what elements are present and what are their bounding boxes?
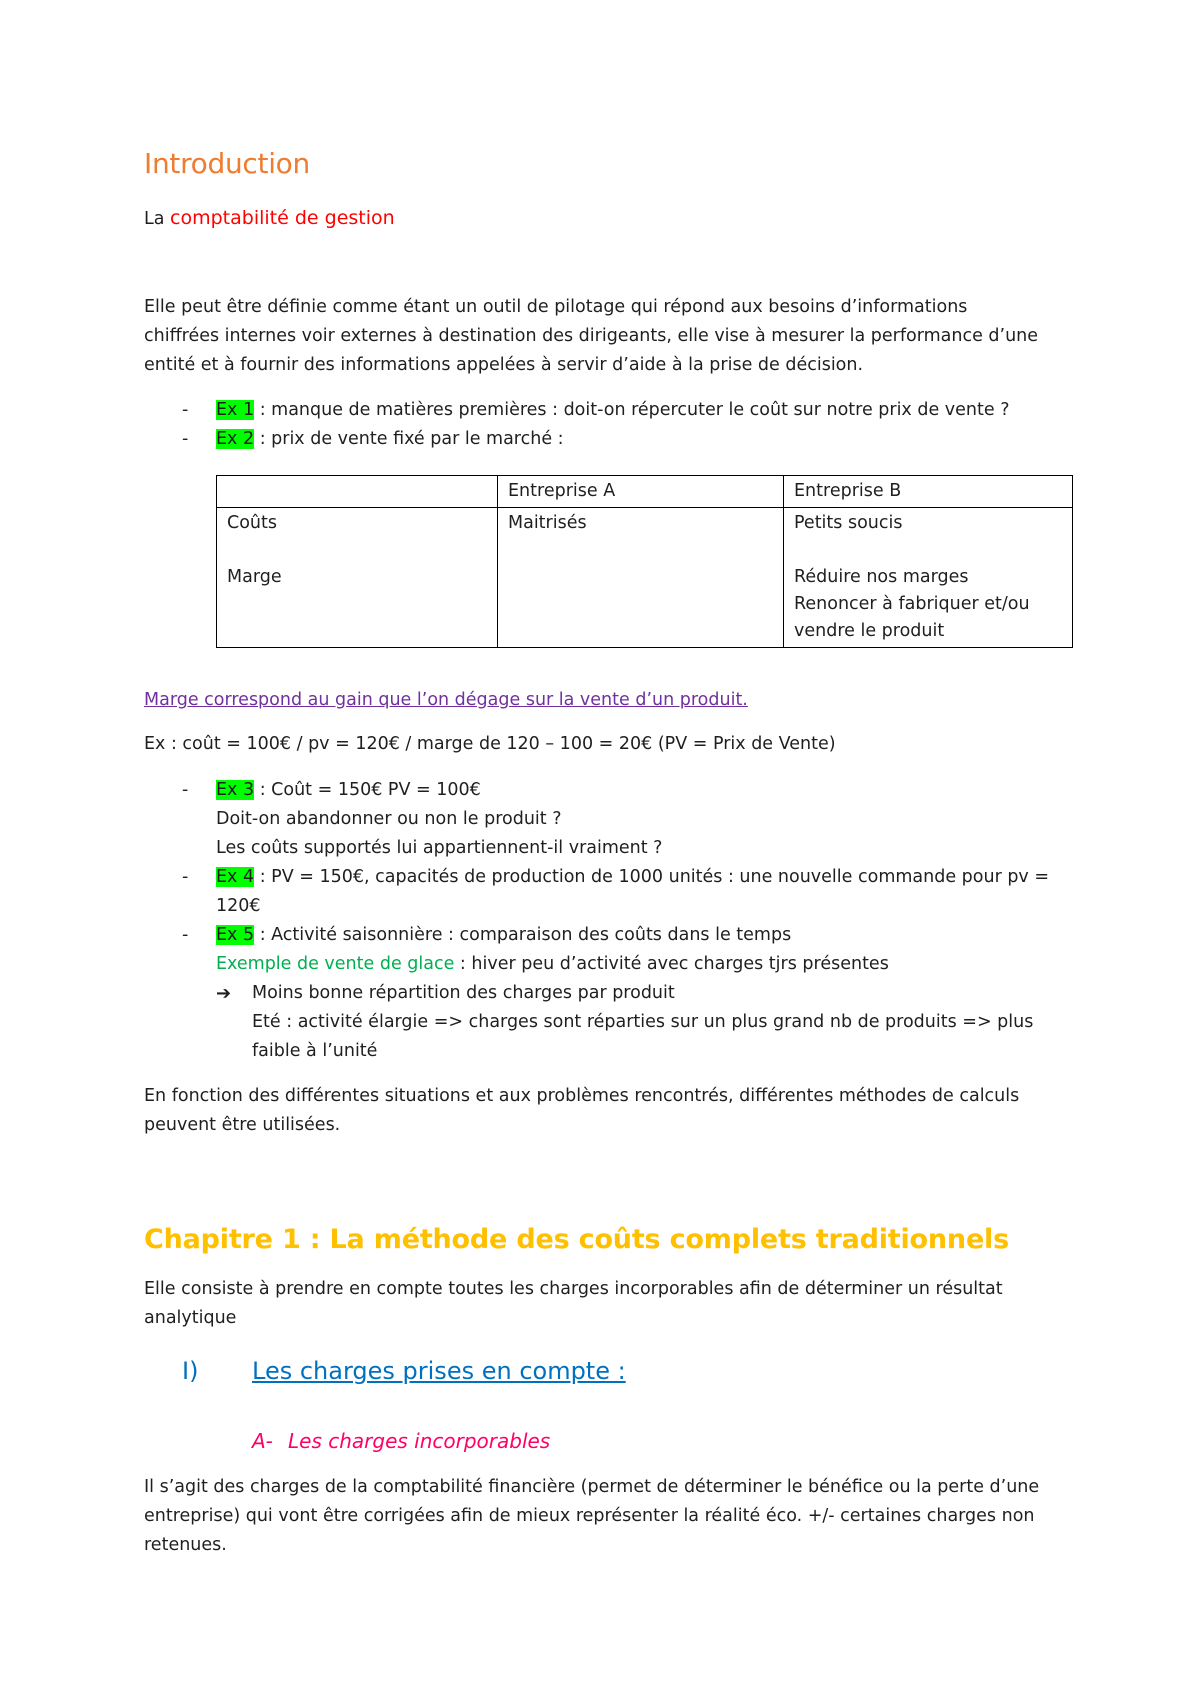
cell-line: Petits soucis xyxy=(794,513,903,533)
ex5-item xyxy=(216,925,791,945)
arrow-line-2: Eté : activité élargie => charges sont réparties sur un plus grand nb de produits => plus xyxy=(252,1012,1034,1032)
table-header-cell xyxy=(217,476,498,508)
cell-line: vendre le produit xyxy=(794,621,945,641)
table-header-cell: Entreprise B xyxy=(784,476,1073,508)
bullet-dash: - xyxy=(182,867,189,887)
ex5-label: Ex 5 xyxy=(216,925,255,945)
intro-line-1: Elle peut être définie comme étant un outil de pilotage qui répond aux besoins d’informations xyxy=(144,297,968,317)
table-cell xyxy=(784,508,1073,648)
subsection-title: Les charges incorporables xyxy=(288,1429,551,1453)
ex5-text: : Activité saisonnière : comparaison des coûts dans le temps xyxy=(254,925,792,945)
ex5-line-2 xyxy=(216,954,889,974)
cell-line: Maitrisés xyxy=(508,513,587,533)
arrow-line-3: faible à l’unité xyxy=(252,1041,378,1061)
ex2-label: Ex 2 xyxy=(216,429,255,449)
body-line-2: entreprise) qui vont être corrigées afin de mieux représenter la réalité éco. +/- certaines charges non xyxy=(144,1506,1035,1526)
ex3-line-3: Les coûts supportés lui appartiennent-il vraiment ? xyxy=(216,838,663,858)
ex3-text: : Coût = 150€ PV = 100€ xyxy=(254,780,481,800)
arrow-right-icon: ➔ xyxy=(216,983,232,1004)
ex3-item xyxy=(216,780,481,800)
table-row xyxy=(217,508,1073,648)
intro-subtitle xyxy=(144,207,395,229)
ex1-label: Ex 1 xyxy=(216,400,255,420)
marge-definition: Marge correspond au gain que l’on dégage sur la vente d’un produit. xyxy=(144,690,748,710)
ex4-line-2: 120€ xyxy=(216,896,261,916)
bullet-dash: - xyxy=(182,400,189,420)
conclusion-line-2: peuvent être utilisées. xyxy=(144,1115,341,1135)
ex4-label: Ex 4 xyxy=(216,867,255,887)
table-cell xyxy=(217,508,498,648)
bullet-dash: - xyxy=(182,429,189,449)
subtitle-term: comptabilité de gestion xyxy=(170,207,395,229)
ex1-item xyxy=(216,400,1010,420)
intro-line-2: chiffrées internes voir externes à destination des dirigeants, elle vise à mesurer la performance d’une xyxy=(144,326,1039,346)
table-header-row xyxy=(217,476,1073,508)
cell-line: Réduire nos marges xyxy=(794,567,969,587)
chapter-title: Chapitre 1 : La méthode des coûts complets traditionnels xyxy=(144,1224,1009,1255)
ex2-item xyxy=(216,429,564,449)
ex5-rest-text: : hiver peu d’activité avec charges tjrs présentes xyxy=(454,954,889,974)
marge-example: Ex : coût = 100€ / pv = 120€ / marge de 120 – 100 = 20€ (PV = Prix de Vente) xyxy=(144,734,836,754)
cell-line: Coûts xyxy=(227,513,277,533)
cell-line: Renoncer à fabriquer et/ou xyxy=(794,594,1030,614)
intro-line-3: entité et à fournir des informations appelées à servir d’aide à la prise de décision. xyxy=(144,355,864,375)
ex1-text: : manque de matières premières : doit-on répercuter le coût sur notre prix de vente ? xyxy=(254,400,1010,420)
arrow-line-1: Moins bonne répartition des charges par produit xyxy=(252,983,675,1003)
body-line-1: Il s’agit des charges de la comptabilité financière (permet de déterminer le bénéfice ou la perte d’une xyxy=(144,1477,1040,1497)
ex3-label: Ex 3 xyxy=(216,780,255,800)
body-line-3: retenues. xyxy=(144,1535,227,1555)
ex3-line-2: Doit-on abandonner ou non le produit ? xyxy=(216,809,562,829)
cell-line: Marge xyxy=(227,567,282,587)
subtitle-prefix: La xyxy=(144,209,171,229)
section-title xyxy=(252,1357,626,1385)
subsection-letter: A- xyxy=(252,1429,273,1453)
section-number: I) xyxy=(182,1357,199,1385)
cell-spacer xyxy=(227,537,487,564)
bullet-dash: - xyxy=(182,780,189,800)
conclusion-line-1: En fonction des différentes situations et aux problèmes rencontrés, différentes méthodes de calculs xyxy=(144,1086,1020,1106)
intro-heading: Introduction xyxy=(144,147,310,180)
ex2-text: : prix de vente fixé par le marché : xyxy=(254,429,564,449)
ex5-green-text: Exemple de vente de glace xyxy=(216,954,455,974)
comparison-table xyxy=(216,475,1073,648)
chapter-intro-line-2: analytique xyxy=(144,1308,237,1328)
ex4-item xyxy=(216,867,1049,887)
cell-spacer xyxy=(794,537,1062,564)
table-cell xyxy=(498,508,784,648)
ex4-text: : PV = 150€, capacités de production de 1000 unités : une nouvelle commande pour pv = xyxy=(254,867,1050,887)
table-header-cell: Entreprise A xyxy=(498,476,784,508)
section-title-text: Les charges prises en compte : xyxy=(252,1357,626,1385)
chapter-intro-line-1: Elle consiste à prendre en compte toutes les charges incorporables afin de déterminer un résultat xyxy=(144,1279,1003,1299)
bullet-dash: - xyxy=(182,925,189,945)
